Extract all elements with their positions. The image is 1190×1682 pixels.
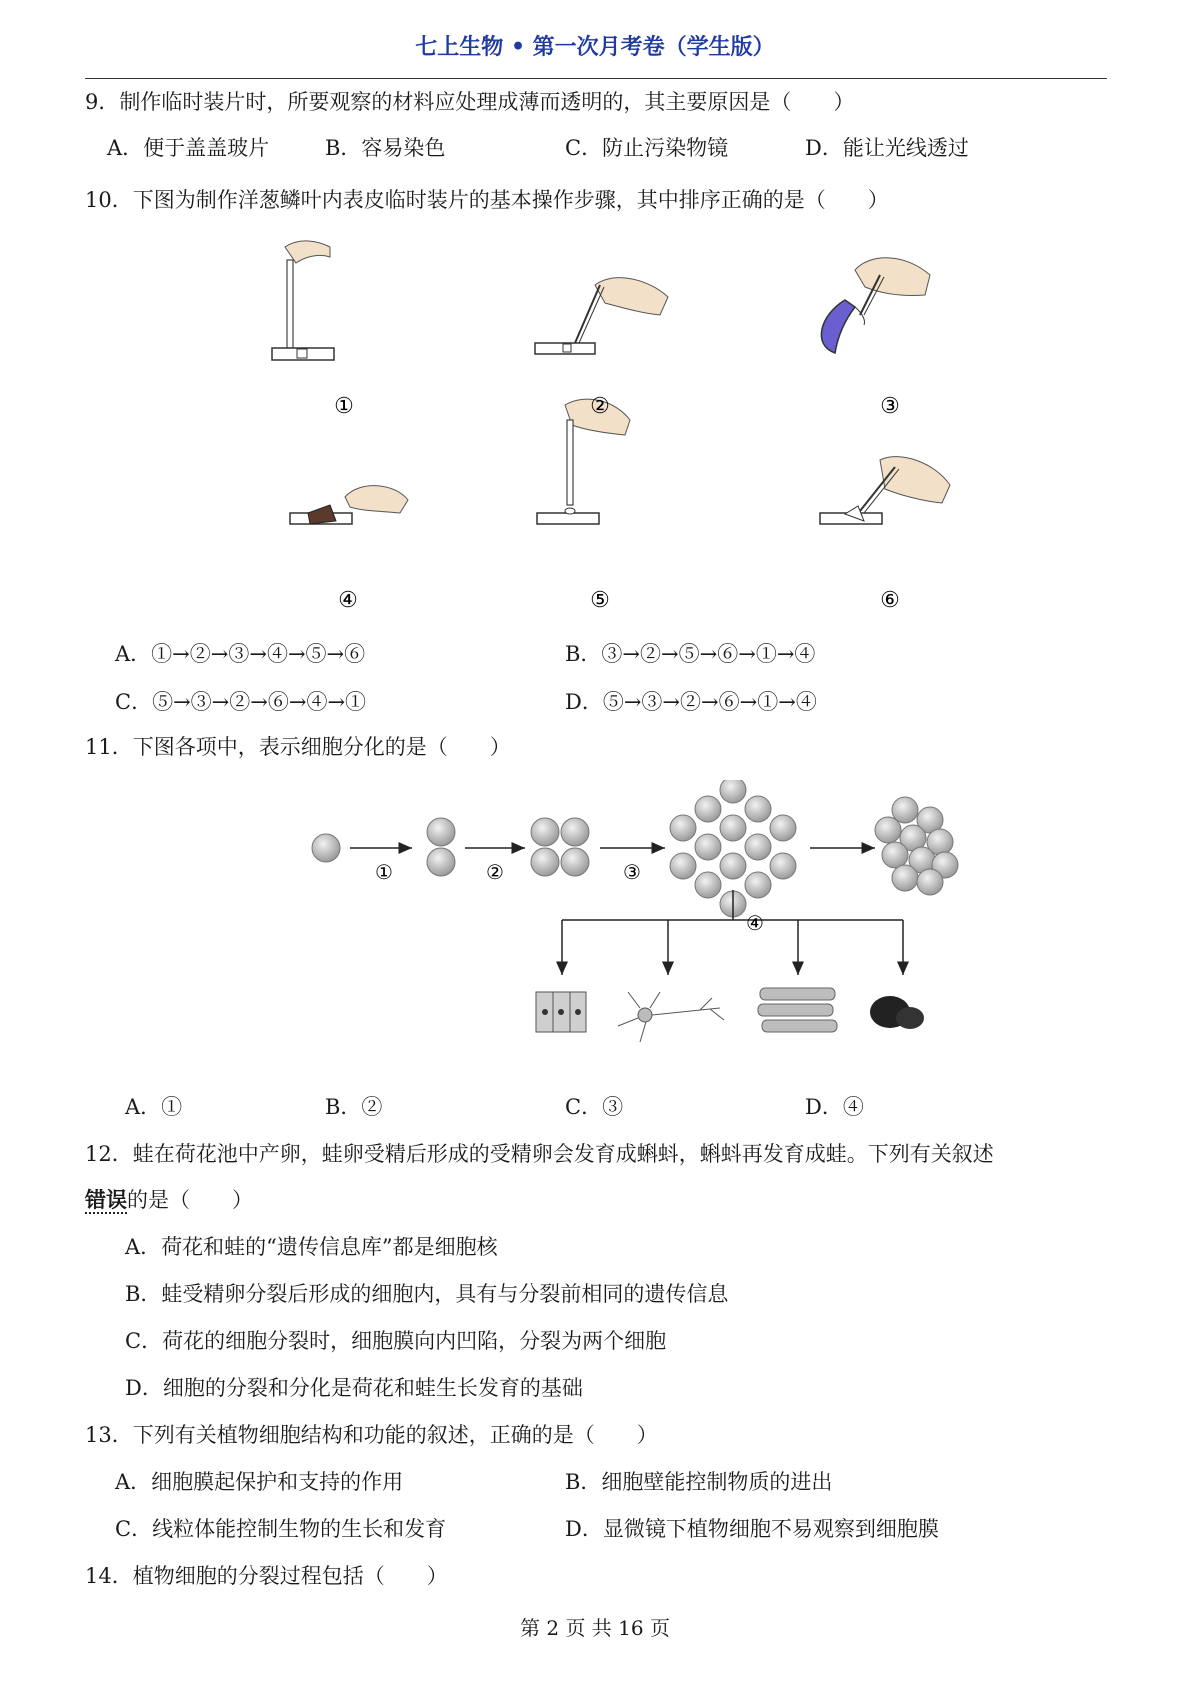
- cell: [720, 780, 746, 803]
- cell-irregular-cluster: [875, 797, 958, 895]
- fig10-label-6: ⑥: [880, 588, 900, 613]
- q13-option-a: A．细胞膜起保护和支持的作用: [115, 1470, 404, 1494]
- q11-figure: [0, 780, 1190, 1070]
- fig10-label-5: ⑤: [590, 588, 610, 613]
- q10-figure: [0, 235, 1190, 615]
- cell: [875, 817, 901, 843]
- q11-option-b: B．②: [325, 1095, 383, 1119]
- fig10-label-3: ③: [880, 394, 900, 419]
- cell-two-a: [427, 818, 455, 846]
- q10-option-a: A．①→②→③→④→⑤→⑥: [115, 642, 366, 666]
- q12-stem-line2: [85, 1186, 253, 1214]
- cell-two-b: [427, 848, 455, 876]
- cell: [917, 869, 943, 895]
- fig11-label-3: ③: [623, 860, 641, 884]
- q12-option-a: A．荷花和蛙的“遗传信息库”都是细胞核: [125, 1235, 498, 1259]
- cell: [670, 853, 696, 879]
- cell: [882, 842, 908, 868]
- fig11-label-1: ①: [375, 860, 393, 884]
- q13-option-b: B．细胞壁能控制物质的进出: [565, 1470, 833, 1494]
- q10-option-c: C．⑤→③→②→⑥→④→①: [115, 690, 367, 714]
- cell: [695, 834, 721, 860]
- q11-option-a: A．①: [125, 1095, 183, 1119]
- epithelial-tissue-icon: [536, 992, 586, 1032]
- fig10-label-1: ①: [334, 394, 354, 419]
- q12-option-b: B．蛙受精卵分裂后形成的细胞内，具有与分裂前相同的遗传信息: [125, 1282, 729, 1306]
- step5-dropper-illustration: [537, 399, 630, 524]
- q12-stem: 12．蛙在荷花池中产卵，蛙卵受精后形成的受精卵会发育成蝌蚪，蝌蚪再发育成蛙。下列有关叙述: [85, 1142, 994, 1166]
- step2-forceps-illustration: [535, 278, 668, 354]
- tissue-dark-icon: [870, 996, 924, 1029]
- cell: [745, 834, 771, 860]
- cell: [695, 872, 721, 898]
- q11-option-c: C．③: [565, 1095, 624, 1119]
- page-footer: 第 2 页 共 16 页: [520, 1616, 670, 1640]
- fig11-label-2: ②: [486, 860, 504, 884]
- q14-stem: 14．植物细胞的分裂过程包括（ ）: [85, 1564, 448, 1588]
- step1-dropper-illustration: [272, 241, 334, 360]
- cell-single: [312, 834, 340, 862]
- q9-option-d: D．能让光线透过: [805, 136, 969, 160]
- q10-stem: 10．下图为制作洋葱鳞叶内表皮临时装片的基本操作步骤，其中排序正确的是（ ）: [85, 188, 889, 212]
- muscle-tissue-icon: [758, 988, 837, 1032]
- step4-coverslip-illustration: [290, 486, 408, 524]
- q12-stem-rest: 的是（ ）: [127, 1188, 253, 1212]
- cell: [770, 853, 796, 879]
- q10-option-d: D．⑤→③→②→⑥→①→④: [565, 690, 817, 714]
- cell: [695, 796, 721, 822]
- fig11-label-4: ④: [746, 911, 764, 935]
- cell: [892, 865, 918, 891]
- q9-option-c: C．防止污染物镜: [565, 136, 729, 160]
- q13-stem: 13．下列有关植物细胞结构和功能的叙述，正确的是（ ）: [85, 1423, 658, 1447]
- step6-forceps-illustration: [820, 457, 950, 524]
- q12-option-d: D．细胞的分裂和分化是荷花和蛙生长发育的基础: [125, 1376, 583, 1400]
- q10-option-b: B．③→②→⑤→⑥→①→④: [565, 642, 816, 666]
- cell: [720, 853, 746, 879]
- q11-stem: 11．下图各项中，表示细胞分化的是（ ）: [85, 735, 511, 759]
- cell: [770, 815, 796, 841]
- q13-option-c: C．线粒体能控制生物的生长和发育: [115, 1517, 447, 1541]
- cell: [745, 796, 771, 822]
- q11-option-d: D．④: [805, 1095, 864, 1119]
- fig10-label-2: ②: [590, 394, 610, 419]
- q9-option-b: B．容易染色: [325, 136, 446, 160]
- q12-option-c: C．荷花的细胞分裂时，细胞膜向内凹陷，分裂为两个细胞: [125, 1329, 667, 1353]
- q13-option-d: D．显微镜下植物细胞不易观察到细胞膜: [565, 1517, 939, 1541]
- q12-emphasis-error: 错误: [85, 1187, 127, 1212]
- step3-onion-scale-illustration: [821, 258, 930, 353]
- header-rule: [85, 78, 1107, 79]
- cell: [720, 815, 746, 841]
- cell: [745, 872, 771, 898]
- cell: [670, 815, 696, 841]
- q9-stem: 9．制作临时装片时，所要观察的材料应处理成薄而透明的，其主要原因是（ ）: [85, 90, 855, 114]
- fig10-label-4: ④: [338, 588, 358, 613]
- page-header-title: 七上生物 • 第一次月考卷（学生版）: [415, 34, 775, 60]
- neuron-icon: [618, 992, 724, 1042]
- q9-option-a: A．便于盖盖玻片: [107, 136, 270, 160]
